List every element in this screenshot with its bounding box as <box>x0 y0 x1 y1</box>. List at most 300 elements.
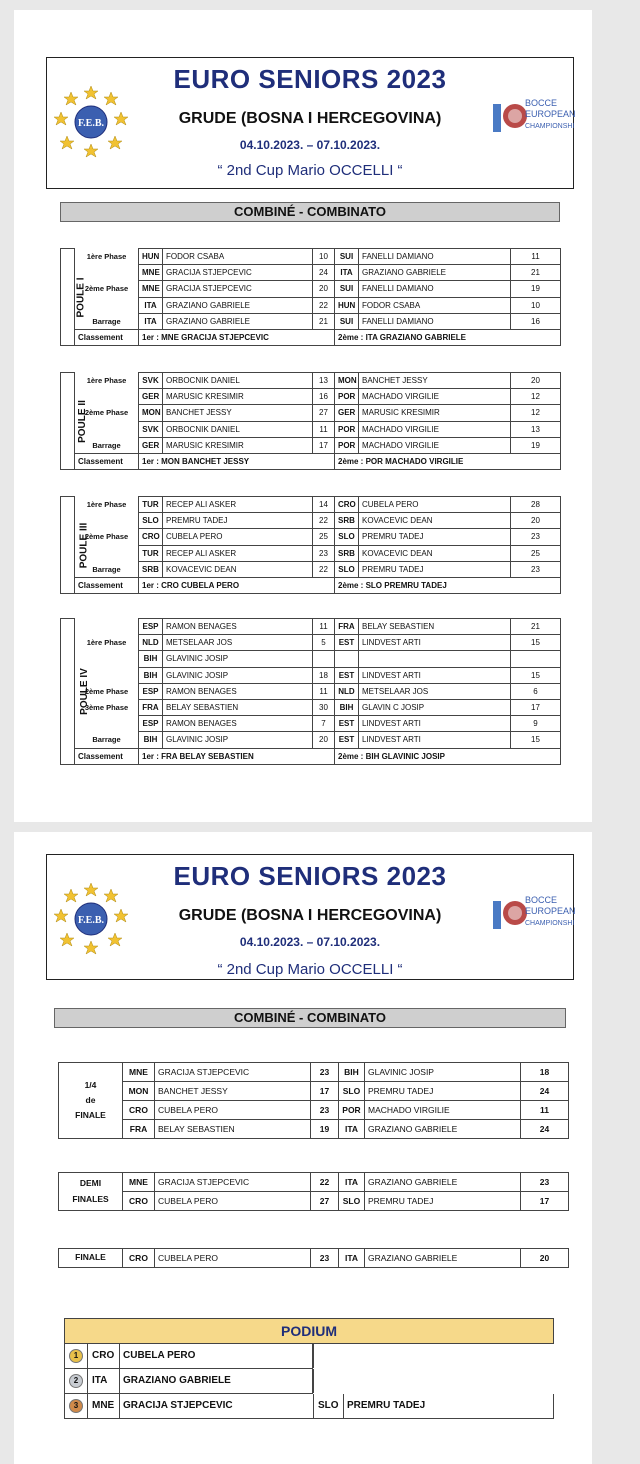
country-code: BIH <box>335 699 359 715</box>
poule-4-table <box>60 618 561 765</box>
country-code: NLD <box>335 683 359 699</box>
player-name: MACHADO VIRGILIE <box>365 1101 521 1120</box>
player-name: ORBOCNIK DANIEL <box>163 421 313 437</box>
score: 11 <box>313 619 335 635</box>
player-name: CUBELA PERO <box>155 1249 311 1268</box>
player-name: FODOR CSABA <box>359 297 511 313</box>
svg-text:CHAMPIONSHI: CHAMPIONSHI <box>525 920 575 927</box>
score: 7 <box>313 716 335 732</box>
score: 28 <box>511 497 561 513</box>
player-name: GLAVINIC JOSIP <box>365 1063 521 1082</box>
player-name: BANCHET JESSY <box>155 1082 311 1101</box>
country-code: CRO <box>123 1192 155 1211</box>
match-row <box>59 1192 569 1211</box>
country-code: SRB <box>139 561 163 577</box>
match-row <box>61 437 561 453</box>
svg-text:BOCCE: BOCCE <box>525 895 558 905</box>
player-name: GRACIJA STJEPCEVIC <box>123 1400 233 1411</box>
country-code: POR <box>335 437 359 453</box>
score: 30 <box>313 699 335 715</box>
match-row <box>61 497 561 513</box>
country-code: NLD <box>139 635 163 651</box>
section-title: COMBINÉ - COMBINATO <box>60 202 560 222</box>
round-label <box>59 1063 123 1139</box>
score: 23 <box>313 545 335 561</box>
country-code: ITA <box>339 1120 365 1139</box>
poule-label <box>61 619 90 765</box>
match-row <box>61 716 561 732</box>
sheet-page-2 <box>14 832 592 1464</box>
score: 23 <box>311 1101 339 1120</box>
player-name: GRAZIANO GABRIELE <box>163 297 313 313</box>
country-code: SLO <box>339 1192 365 1211</box>
country-code: CRO <box>123 1101 155 1120</box>
first-place: 1er : CRO CUBELA PERO <box>139 577 335 593</box>
country-code: ITA <box>139 313 163 329</box>
player-name: GLAVINIC JOSIP <box>163 667 313 683</box>
score: 17 <box>311 1082 339 1101</box>
player-name: BELAY SEBASTIEN <box>163 699 313 715</box>
score: 23 <box>511 529 561 545</box>
second-place: 2ème : SLO PREMRU TADEJ <box>335 577 561 593</box>
player-name: MACHADO VIRGILIE <box>359 389 511 405</box>
poule-1-table <box>60 248 561 346</box>
classement-label: Classement <box>75 748 139 764</box>
country-code: EST <box>335 635 359 651</box>
match-row <box>61 635 561 651</box>
score: 16 <box>313 389 335 405</box>
country-code: MON <box>123 1082 155 1101</box>
country-code: BIH <box>339 1063 365 1082</box>
match-row <box>59 1101 569 1120</box>
match-row <box>59 1249 569 1268</box>
phase-label: 2ème Phase <box>75 529 139 545</box>
event-location: GRUDE (BOSNA I HERCEGOVINA) <box>178 907 442 924</box>
score: 27 <box>313 405 335 421</box>
player-name: KOVACEVIC DEAN <box>163 561 313 577</box>
score: 25 <box>313 529 335 545</box>
player-name: RAMON BENAGES <box>163 683 313 699</box>
poule-name: POULE IV <box>78 668 90 715</box>
score: 23 <box>511 561 561 577</box>
phase-label: Barrage <box>75 561 139 577</box>
phase-label: 1ère Phase <box>75 249 139 265</box>
score: 16 <box>511 313 561 329</box>
player-name <box>359 651 511 667</box>
score: 23 <box>311 1249 339 1268</box>
player-name: RECEP ALI ASKER <box>163 497 313 513</box>
country-code: MON <box>335 373 359 389</box>
country-code: MNE <box>92 1400 115 1411</box>
player-name: MARUSIC KRESIMIR <box>163 389 313 405</box>
player-name: METSELAAR JOS <box>163 635 313 651</box>
country-code: POR <box>339 1101 365 1120</box>
player-name: GLAVIN C JOSIP <box>359 699 511 715</box>
semi-finals-table <box>58 1172 569 1211</box>
match-row <box>61 265 561 281</box>
player-name: FANELLI DAMIANO <box>359 281 511 297</box>
podium-row <box>64 1369 313 1394</box>
document-header-2 <box>46 854 574 980</box>
match-row <box>61 732 561 748</box>
country-code: ESP <box>139 619 163 635</box>
match-row <box>61 683 561 699</box>
phase-label <box>75 619 139 635</box>
score: 11 <box>313 421 335 437</box>
score: 12 <box>511 405 561 421</box>
country-code: FRA <box>139 699 163 715</box>
player-name: BELAY SEBASTIEN <box>359 619 511 635</box>
bocce-championship-logo-icon <box>491 94 576 148</box>
classement-row <box>61 329 561 345</box>
player-name: METSELAAR JOS <box>359 683 511 699</box>
country-code: CRO <box>139 529 163 545</box>
country-code: BIH <box>139 732 163 748</box>
country-code: SVK <box>139 373 163 389</box>
player-name: FANELLI DAMIANO <box>359 249 511 265</box>
country-code: FRA <box>335 619 359 635</box>
country-code: ESP <box>139 683 163 699</box>
country-code: FRA <box>123 1120 155 1139</box>
match-row <box>61 373 561 389</box>
player-name: PREMRU TADEJ <box>163 513 313 529</box>
score: 17 <box>521 1192 569 1211</box>
score: 22 <box>313 561 335 577</box>
country-code: MNE <box>123 1173 155 1192</box>
player-name: LINDVEST ARTI <box>359 635 511 651</box>
poule-name: POULE III <box>78 522 90 568</box>
country-code: SRB <box>335 513 359 529</box>
podium-title: PODIUM <box>64 1318 554 1344</box>
phase-label: 1ère Phase <box>75 635 139 651</box>
score: 9 <box>511 716 561 732</box>
quarter-finals-table <box>58 1062 569 1139</box>
player-name: GRAZIANO GABRIELE <box>365 1120 521 1139</box>
match-row <box>61 513 561 529</box>
match-row <box>61 651 561 667</box>
classement-label: Classement <box>75 329 139 345</box>
score: 22 <box>313 513 335 529</box>
score: 11 <box>521 1101 569 1120</box>
country-code: POR <box>335 421 359 437</box>
classement-row <box>61 748 561 764</box>
score: 20 <box>313 281 335 297</box>
event-location: GRUDE (BOSNA I HERCEGOVINA) <box>178 110 442 127</box>
player-name: BANCHET JESSY <box>359 373 511 389</box>
cup-name: “ 2nd Cup Mario OCCELLI “ <box>217 961 403 978</box>
poule-name: POULE II <box>76 399 88 443</box>
score: 21 <box>511 265 561 281</box>
score: 15 <box>511 667 561 683</box>
player-name: BANCHET JESSY <box>163 405 313 421</box>
score: 23 <box>311 1063 339 1082</box>
player-name: LINDVEST ARTI <box>359 667 511 683</box>
match-row <box>61 389 561 405</box>
score: 20 <box>313 732 335 748</box>
score: 17 <box>511 699 561 715</box>
country-code: ITA <box>92 1375 108 1386</box>
score: 22 <box>313 297 335 313</box>
match-row <box>59 1120 569 1139</box>
country-code: SLO <box>139 513 163 529</box>
player-name: GRACIJA STJEPCEVIC <box>155 1173 311 1192</box>
player-name: GRAZIANO GABRIELE <box>359 265 511 281</box>
final-table <box>58 1248 569 1268</box>
player-name: GLAVINIC JOSIP <box>163 651 313 667</box>
score: 11 <box>313 683 335 699</box>
player-name: FODOR CSABA <box>163 249 313 265</box>
match-row <box>61 545 561 561</box>
phase-label: Barrage <box>75 732 139 748</box>
country-code: MNE <box>139 265 163 281</box>
event-title: EURO SENIORS 2023 <box>173 64 447 94</box>
phase-label: 1ère Phase <box>75 373 139 389</box>
match-row <box>61 529 561 545</box>
event-dates: 04.10.2023. – 07.10.2023. <box>239 935 381 949</box>
player-name: GLAVINIC JOSIP <box>163 732 313 748</box>
phase-label: Barrage <box>75 313 139 329</box>
player-name: KOVACEVIC DEAN <box>359 513 511 529</box>
svg-text:F.E.B.: F.E.B. <box>77 915 105 926</box>
svg-text:EUROPEAN: EUROPEAN <box>525 906 576 916</box>
round-label-line: FINALES <box>72 1193 109 1204</box>
score: 22 <box>311 1173 339 1192</box>
country-code: SLO <box>335 529 359 545</box>
second-place: 2ème : POR MACHADO VIRGILIE <box>335 453 561 469</box>
classement-label: Classement <box>75 453 139 469</box>
player-name: ORBOCNIK DANIEL <box>163 373 313 389</box>
player-name: PREMRU TADEJ <box>365 1082 521 1101</box>
poule-2-table <box>60 372 561 470</box>
poule-3-table <box>60 496 561 594</box>
score: 24 <box>521 1120 569 1139</box>
score: 15 <box>511 635 561 651</box>
player-name: PREMRU TADEJ <box>359 529 511 545</box>
score: 14 <box>313 497 335 513</box>
phase-label: 2ème Phase <box>75 405 139 421</box>
score: 19 <box>511 281 561 297</box>
poule-label <box>61 497 90 594</box>
match-row <box>61 561 561 577</box>
country-code: ITA <box>139 297 163 313</box>
score: 19 <box>311 1120 339 1139</box>
svg-text:BOCCE: BOCCE <box>525 98 558 108</box>
player-name: LINDVEST ARTI <box>359 716 511 732</box>
phase-label <box>75 651 139 667</box>
country-code: GER <box>139 389 163 405</box>
country-code: GER <box>139 437 163 453</box>
player-name: GRAZIANO GABRIELE <box>123 1375 231 1386</box>
country-code: EST <box>335 732 359 748</box>
country-code: SUI <box>335 249 359 265</box>
player-name: MACHADO VIRGILIE <box>359 421 511 437</box>
poule-name: POULE I <box>75 277 87 318</box>
phase-label: 1ère Phase <box>75 497 139 513</box>
phase-label: Barrage <box>75 437 139 453</box>
second-place: 2ème : ITA GRAZIANO GABRIELE <box>335 329 561 345</box>
score: 6 <box>511 683 561 699</box>
podium-row <box>64 1344 313 1369</box>
score: 25 <box>511 545 561 561</box>
match-row <box>61 699 561 715</box>
player-name: KOVACEVIC DEAN <box>359 545 511 561</box>
player-name: CUBELA PERO <box>123 1350 196 1361</box>
document-header <box>46 57 574 189</box>
second-place: 2ème : BIH GLAVINIC JOSIP <box>335 748 561 764</box>
country-code: POR <box>335 389 359 405</box>
country-code: TUR <box>139 497 163 513</box>
score: 27 <box>311 1192 339 1211</box>
player-name: GRAZIANO GABRIELE <box>365 1173 521 1192</box>
country-code: BIH <box>139 651 163 667</box>
country-code: SLO <box>339 1082 365 1101</box>
player-name: RAMON BENAGES <box>163 619 313 635</box>
phase-label: 3ème Phase <box>75 699 139 715</box>
svg-text:CHAMPIONSHI: CHAMPIONSHI <box>525 123 575 130</box>
country-code: MNE <box>139 281 163 297</box>
player-name: CUBELA PERO <box>155 1101 311 1120</box>
country-code: MON <box>139 405 163 421</box>
svg-text:EUROPEAN: EUROPEAN <box>525 109 576 119</box>
country-code: SUI <box>335 313 359 329</box>
player-name: MARUSIC KRESIMIR <box>163 437 313 453</box>
round-label-line: FINALE <box>75 1110 106 1121</box>
score: 12 <box>511 389 561 405</box>
score: 18 <box>521 1063 569 1082</box>
player-name: PREMRU TADEJ <box>359 561 511 577</box>
player-name: BELAY SEBASTIEN <box>155 1120 311 1139</box>
poule-label <box>61 373 88 470</box>
round-label-line: de <box>85 1094 96 1105</box>
phase-label: 2ème Phase <box>75 683 139 699</box>
score <box>313 651 335 667</box>
country-code: SLO <box>318 1400 339 1411</box>
bocce-championship-logo-icon <box>491 891 576 945</box>
medal-icon: 2 <box>69 1374 83 1388</box>
first-place: 1er : MON BANCHET JESSY <box>139 453 335 469</box>
poule-label <box>61 249 87 346</box>
medal-icon: 3 <box>69 1399 83 1413</box>
score: 17 <box>313 437 335 453</box>
round-label: FINALE <box>59 1249 123 1268</box>
country-code: SRB <box>335 545 359 561</box>
player-name: GRAZIANO GABRIELE <box>163 313 313 329</box>
country-code: CRO <box>123 1249 155 1268</box>
round-label-line: 1/4 <box>84 1079 97 1090</box>
player-name: LINDVEST ARTI <box>359 732 511 748</box>
country-code: CRO <box>335 497 359 513</box>
country-code: TUR <box>139 545 163 561</box>
match-row <box>61 405 561 421</box>
country-code: HUN <box>335 297 359 313</box>
match-row <box>59 1082 569 1101</box>
country-code: ITA <box>335 265 359 281</box>
country-code <box>335 651 359 667</box>
match-row <box>61 667 561 683</box>
podium-row <box>64 1394 554 1419</box>
score: 10 <box>511 297 561 313</box>
player-name: GRACIJA STJEPCEVIC <box>163 265 313 281</box>
score: 18 <box>313 667 335 683</box>
classement-row <box>61 453 561 469</box>
score: 21 <box>313 313 335 329</box>
score: 5 <box>313 635 335 651</box>
event-title: EURO SENIORS 2023 <box>173 861 447 891</box>
country-code: CRO <box>92 1350 115 1361</box>
section-title: COMBINÉ - COMBINATO <box>54 1008 566 1028</box>
player-name: CUBELA PERO <box>163 529 313 545</box>
country-code: SLO <box>335 561 359 577</box>
match-row <box>61 281 561 297</box>
score: 13 <box>313 373 335 389</box>
score: 13 <box>511 421 561 437</box>
player-name: MARUSIC KRESIMIR <box>359 405 511 421</box>
country-code: EST <box>335 667 359 683</box>
country-code: BIH <box>139 667 163 683</box>
cup-name: “ 2nd Cup Mario OCCELLI “ <box>217 162 403 179</box>
player-name: CUBELA PERO <box>155 1192 311 1211</box>
score <box>511 651 561 667</box>
match-row <box>61 313 561 329</box>
score: 20 <box>511 513 561 529</box>
event-dates: 04.10.2023. – 07.10.2023. <box>239 138 381 152</box>
match-row <box>61 297 561 313</box>
match-row <box>59 1173 569 1192</box>
score: 11 <box>511 249 561 265</box>
country-code: SVK <box>139 421 163 437</box>
round-label-line: DEMI <box>79 1178 102 1189</box>
phase-label: 2ème Phase <box>75 281 139 297</box>
player-name: RECEP ALI ASKER <box>163 545 313 561</box>
match-row <box>61 421 561 437</box>
country-code: EST <box>335 716 359 732</box>
score: 15 <box>511 732 561 748</box>
podium-table <box>64 1318 554 1419</box>
country-code: ESP <box>139 716 163 732</box>
country-code: HUN <box>139 249 163 265</box>
score: 20 <box>521 1249 569 1268</box>
country-code: ITA <box>339 1173 365 1192</box>
country-code: MNE <box>123 1063 155 1082</box>
player-name: FANELLI DAMIANO <box>359 313 511 329</box>
country-code: SUI <box>335 281 359 297</box>
country-code: ITA <box>339 1249 365 1268</box>
first-place: 1er : MNE GRACIJA STJEPCEVIC <box>139 329 335 345</box>
match-row <box>61 619 561 635</box>
score: 21 <box>511 619 561 635</box>
svg-text:F.E.B.: F.E.B. <box>77 118 105 129</box>
classement-label: Classement <box>75 577 139 593</box>
score: 24 <box>313 265 335 281</box>
medal-icon: 1 <box>69 1349 83 1363</box>
score: 24 <box>521 1082 569 1101</box>
player-name: GRACIJA STJEPCEVIC <box>163 281 313 297</box>
player-name: MACHADO VIRGILIE <box>359 437 511 453</box>
phase-label <box>75 716 139 732</box>
player-name: GRAZIANO GABRIELE <box>365 1249 521 1268</box>
country-code: GER <box>335 405 359 421</box>
score: 20 <box>511 373 561 389</box>
first-place: 1er : FRA BELAY SEBASTIEN <box>139 748 335 764</box>
player-name: RAMON BENAGES <box>163 716 313 732</box>
match-row <box>59 1063 569 1082</box>
match-row <box>61 249 561 265</box>
classement-row <box>61 577 561 593</box>
player-name: PREMRU TADEJ <box>365 1192 521 1211</box>
sheet-page-1 <box>14 10 592 822</box>
score: 10 <box>313 249 335 265</box>
player-name: GRACIJA STJEPCEVIC <box>155 1063 311 1082</box>
